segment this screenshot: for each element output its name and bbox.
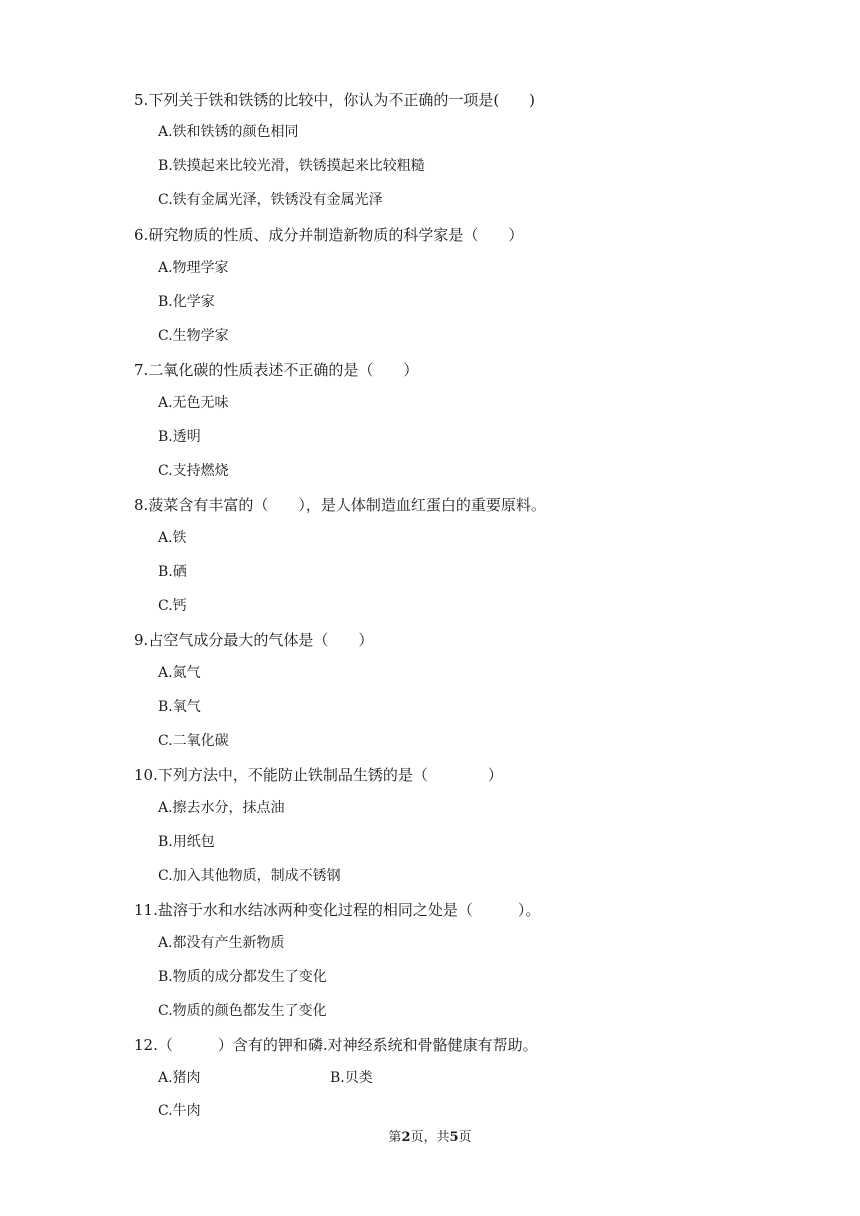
question-12 [134,1035,538,1055]
option-b: B.用纸包 [158,834,215,850]
question-number: 12. [134,1036,158,1054]
option-b: B.贝类 [330,1070,373,1086]
question-number: 7. [134,361,149,379]
option-c: C.生物学家 [158,328,229,344]
question-number: 8. [134,496,149,514]
question-text: （ ）含有的钾和磷.对神经系统和骨骼健康有帮助。 [157,1036,538,1054]
question-text: 菠菜含有丰富的（ ），是人体制造血红蛋白的重要原料。 [148,496,546,514]
option-a: A.无色无味 [158,395,229,411]
option-b: B.物质的成分都发生了变化 [158,969,327,985]
question-text: 占空气成分最大的气体是（ ） [148,631,374,649]
question-5 [134,90,535,110]
question-text: 二氧化碳的性质表述不正确的是（ ） [148,361,419,379]
question-11 [134,900,540,920]
question-7 [134,360,418,380]
question-number: 10. [134,766,158,784]
option-c: C.铁有金属光泽，铁锈没有金属光泽 [158,192,383,208]
footer-middle: 页，共 [410,1130,450,1145]
question-number: 5. [134,91,149,109]
question-text: 研究物质的性质、成分并制造新物质的科学家是（ ） [148,226,524,244]
option-b: B.铁摸起来比较光滑，铁锈摸起来比较粗糙 [158,158,425,174]
option-b: B.氧气 [158,699,201,715]
option-c: C.钙 [158,598,187,614]
option-b: B.硒 [158,564,187,580]
footer-suffix: 页 [458,1130,472,1145]
option-a: A.物理学家 [158,260,229,276]
question-number: 11. [134,901,158,919]
question-text: 下列方法中，不能防止铁制品生锈的是（ ） [157,766,503,784]
option-a: A.铁 [158,530,187,546]
question-6 [134,225,523,245]
option-a: A.猪肉 [158,1070,201,1086]
question-8 [134,495,546,515]
question-number: 6. [134,226,149,244]
question-text: 盐溶于水和水结冰两种变化过程的相同之处是（ ）。 [157,901,541,919]
option-a: A.铁和铁锈的颜色相同 [158,124,299,140]
question-number: 9. [134,631,149,649]
page-footer [0,1129,860,1147]
option-c: C.物质的颜色都发生了变化 [158,1003,327,1019]
option-a: A.擦去水分，抹点油 [158,800,285,816]
option-c: C.牛肉 [158,1103,201,1119]
question-10 [134,765,503,785]
total-page-number: 5 [449,1130,459,1145]
option-a: A.都没有产生新物质 [158,935,285,951]
current-page-number: 2 [401,1130,411,1145]
option-a: A.氮气 [158,665,201,681]
option-b: B.透明 [158,429,201,445]
option-b: B.化学家 [158,294,215,310]
question-text: 下列关于铁和铁锈的比较中，你认为不正确的一项是( ) [148,91,536,109]
footer-prefix: 第 [388,1130,402,1145]
option-c: C.加入其他物质，制成不锈钢 [158,868,341,884]
question-9 [134,630,373,650]
option-c: C.支持燃烧 [158,463,229,479]
option-c: C.二氧化碳 [158,733,229,749]
